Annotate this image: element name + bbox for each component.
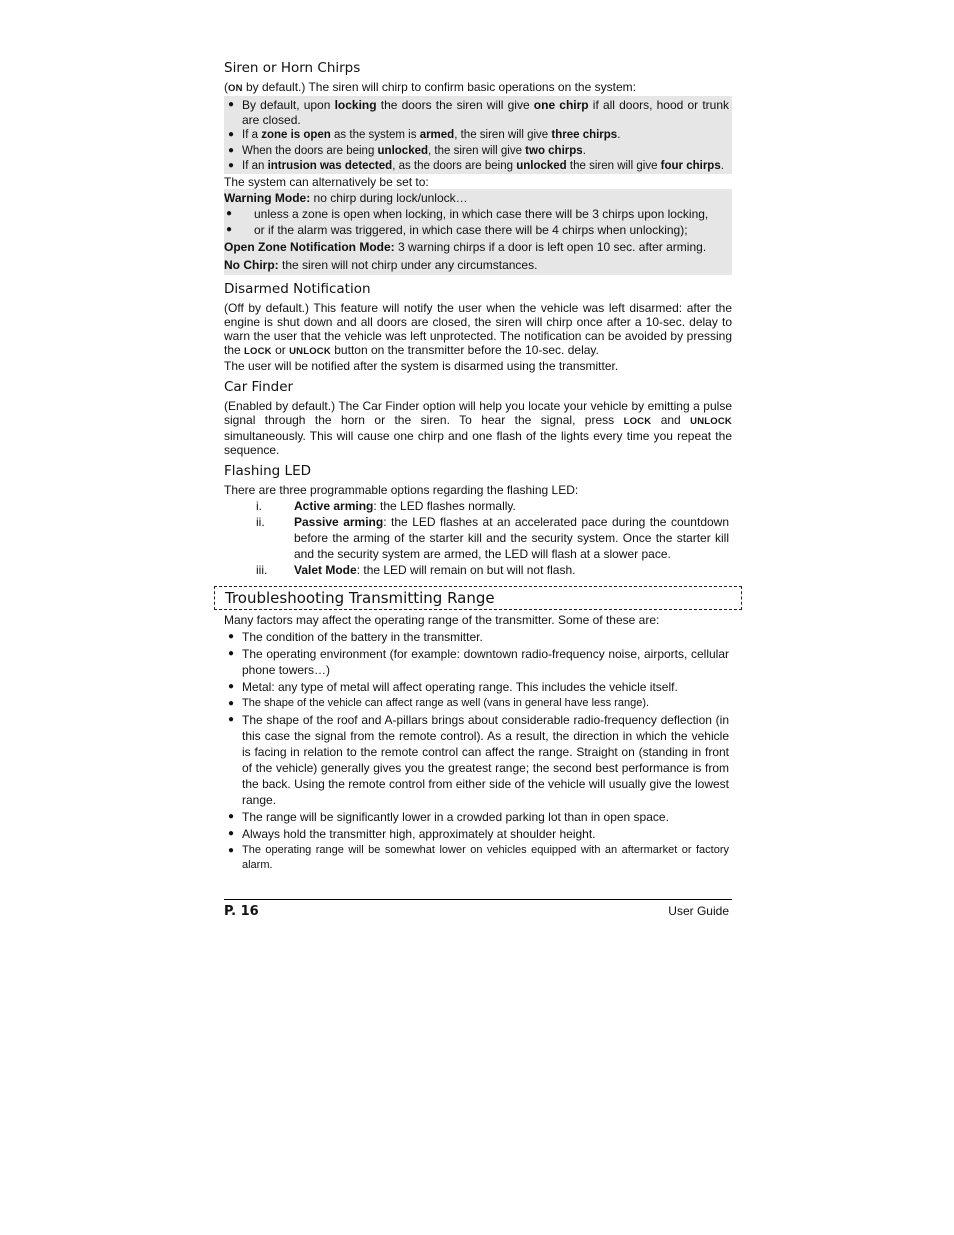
page-footer xyxy=(224,899,732,919)
led-options-list xyxy=(224,498,732,578)
list-item: iii. Valet Mode: the LED will remain on but will not flash. xyxy=(256,562,576,577)
list-item: ● By default, upon locking the doors the siren will give one chirp if all doors, hood or trunk are closed. xyxy=(224,98,732,127)
on-keyword: ON xyxy=(228,83,243,94)
intro-text: by default.) The siren will chirp to confirm basic operations on the system: xyxy=(242,80,636,94)
list-item: ● or if the alarm was triggered, in which case there will be 4 chirps when unlocking); xyxy=(226,222,688,237)
bullet-icon: ● xyxy=(228,713,235,725)
bullet-icon: ● xyxy=(228,844,235,856)
bullet-icon: ● xyxy=(228,680,235,692)
list-item: ● If an intrusion was detected, as the doors are being unlocked the siren will give four chirps. xyxy=(224,159,732,174)
list-item: ● The shape of the vehicle can affect range as well (vans in general have less range). xyxy=(224,696,732,711)
bullet-icon: ● xyxy=(228,647,235,659)
page-number: P. 16 xyxy=(224,904,259,919)
list-item: ● If a zone is open as the system is armed, the siren will give three chirps. xyxy=(224,128,732,143)
bullet-icon: ● xyxy=(226,207,233,219)
no-chirp-mode: No Chirp: the siren will not chirp under any circumstances. xyxy=(224,257,538,272)
disarmed-heading: Disarmed Notification xyxy=(224,280,371,297)
bullet-icon: ● xyxy=(228,99,235,110)
bullet-icon: ● xyxy=(228,144,235,156)
bullet-icon: ● xyxy=(228,827,235,839)
guide-label: User Guide xyxy=(668,904,729,918)
open-zone-mode: Open Zone Notification Mode: 3 warning chirps if a door is left open 10 sec. after arming. xyxy=(224,239,707,254)
led-intro: There are three programmable options regarding the flashing LED: xyxy=(224,482,579,497)
list-item: ● The operating environment (for example: downtown radio-frequency noise, airports, cellular phone towers…) xyxy=(224,646,732,678)
page-content xyxy=(224,60,732,874)
range-factors-list xyxy=(224,629,732,873)
bullet-icon: ● xyxy=(228,630,235,642)
list-item: ● The shape of the roof and A-pillars brings about considerable radio-frequency deflection (in this case the signal from the remote control). As a result, the direction in which the vehicle is facing in relation to the remote control can affect the range. Straight on (standing in front of the vehicle) generally gives you the greatest range; the second best performance is from the back. Using the remote control from either side of the vehicle will usually give the lowest range. xyxy=(224,712,732,808)
siren-intro xyxy=(224,80,732,96)
siren-heading: Siren or Horn Chirps xyxy=(224,60,361,76)
list-item: ● unless a zone is open when locking, in which case there will be 3 chirps upon locking, xyxy=(226,206,709,221)
disarmed-paragraph-2: The user will be notified after the system is disarmed using the transmitter. xyxy=(224,358,619,373)
carfinder-paragraph: (Enabled by default.) The Car Finder option will help you locate your vehicle by emitting a pulse signal through the horn or the siren. To hear the signal, press LOCK and UNLOCK simultaneously. This will cause one chirp and one flash of the lights every time you repeat the sequence. xyxy=(224,398,732,457)
list-item: ● When the doors are being unlocked, the siren will give two chirps. xyxy=(224,144,732,159)
siren-default-list xyxy=(224,96,732,174)
bullet-icon: ● xyxy=(228,697,235,709)
list-item: i. Active arming: the LED flashes normally. xyxy=(256,498,516,513)
bullet-icon: ● xyxy=(228,160,235,171)
intro-paren: ( xyxy=(224,80,228,94)
range-heading: Troubleshooting Transmitting Range xyxy=(214,586,742,610)
bullet-icon: ● xyxy=(228,129,235,140)
disarmed-paragraph: (Off by default.) This feature will notify the user when the vehicle was left disarmed: after the engine is shut down and all doors are closed, the siren will chirp once after a 10-sec. delay to warn the user that the vehicle was left unprotected. The notification can be avoided by pressing the LOCK or UNLOCK button on the transmitter before the 10-sec. delay. xyxy=(224,300,732,357)
siren-modes xyxy=(224,189,732,275)
list-item: ● Metal: any type of metal will affect operating range. This includes the vehicle itself. xyxy=(224,679,732,695)
list-item: ii. Passive arming: the LED flashes at an accelerated pace during the countdown before the arming of the starter kill and the security system. Once the starter kill and the security system are armed, the LED will flash at a slower pace. xyxy=(256,514,729,561)
list-item: ● Always hold the transmitter high, approximately at shoulder height. xyxy=(224,826,732,842)
list-item: ● The range will be significantly lower in a crowded parking lot than in open space. xyxy=(224,809,732,825)
carfinder-heading: Car Finder xyxy=(224,378,294,395)
siren-alt: The system can alternatively be set to: xyxy=(224,174,429,189)
bullet-icon: ● xyxy=(226,223,233,235)
range-intro: Many factors may affect the operating range of the transmitter. Some of these are: xyxy=(224,612,660,627)
list-item: ● The operating range will be somewhat lower on vehicles equipped with an aftermarket or factory alarm. xyxy=(224,843,732,873)
list-item: ● The condition of the battery in the transmitter. xyxy=(224,629,732,645)
bullet-icon: ● xyxy=(228,810,235,822)
warning-mode: Warning Mode: no chirp during lock/unlock… xyxy=(224,190,468,205)
led-heading: Flashing LED xyxy=(224,462,311,479)
